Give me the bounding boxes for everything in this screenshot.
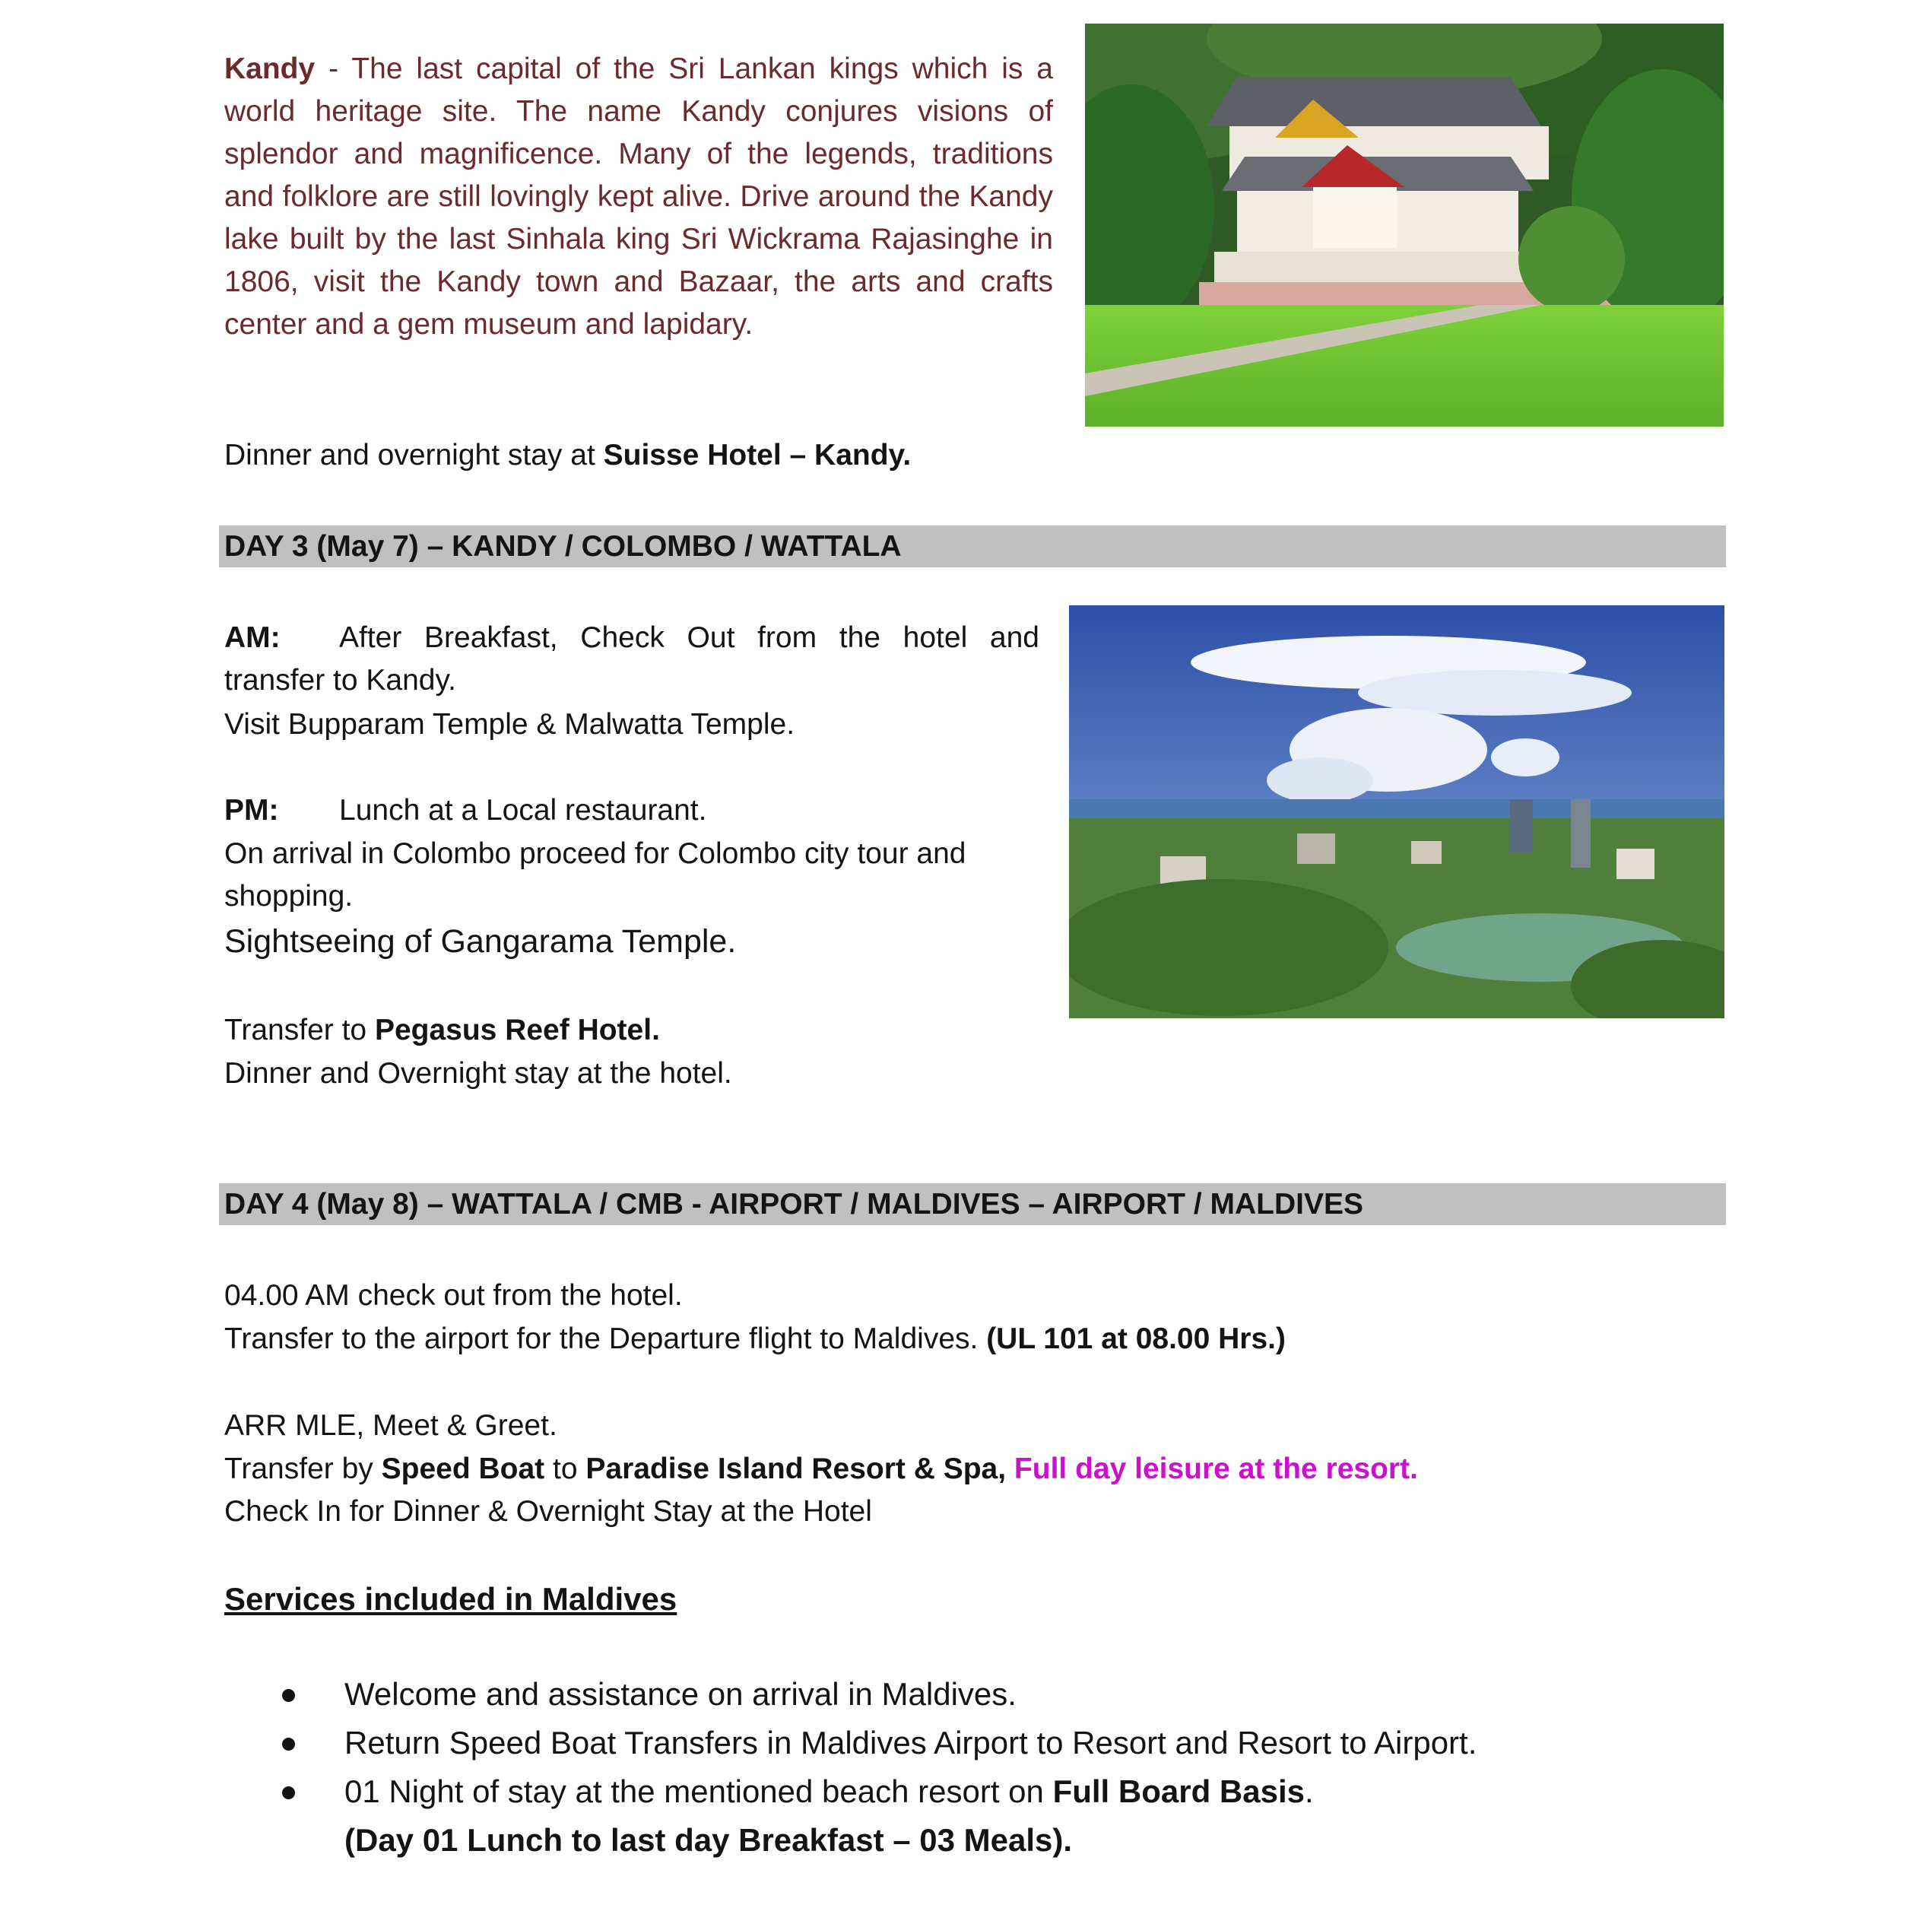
services-list (224, 1670, 1707, 1865)
boat-to: to (544, 1453, 586, 1485)
service-item-stay: 01 Night of stay at the mentioned beach resort on (344, 1773, 1053, 1809)
kandy-temple-photo (1085, 24, 1724, 427)
boat-type: Speed Boat (381, 1453, 545, 1485)
day3-am-visit: Visit Bupparam Temple & Malwatta Temple. (224, 708, 795, 741)
day3-am-paragraph (224, 617, 1039, 702)
bullet-icon (282, 1786, 295, 1799)
list-item (224, 1670, 1707, 1719)
kandy-dinner-line (224, 434, 911, 477)
kandy-dinner-prefix: Dinner and overnight stay at (224, 439, 604, 471)
day3-header: DAY 3 (May 7) – KANDY / COLOMBO / WATTALA (219, 525, 1726, 567)
kandy-paragraph (224, 48, 1053, 346)
pm-text: Lunch at a Local restaurant. (339, 794, 707, 827)
resort-name: Paradise Island Resort & Spa, (585, 1453, 1007, 1485)
am-label: AM: (224, 621, 281, 654)
service-item-welcome: Welcome and assistance on arrival in Maldives. (344, 1676, 1017, 1712)
list-item (224, 1719, 1707, 1767)
temple-image (1085, 24, 1724, 427)
day4-arrival: ARR MLE, Meet & Greet. (224, 1409, 557, 1442)
am-text: After Breakfast, Check Out from the hotel and transfer to Kandy. (224, 621, 1039, 697)
bullet-icon (282, 1738, 295, 1751)
service-item-stay-end: . (1304, 1773, 1314, 1809)
list-item (224, 1767, 1707, 1865)
day4-transfer-prefix: Transfer to the airport for the Departure flight to Maldives. (224, 1322, 987, 1355)
day3-dinner: Dinner and Overnight stay at the hotel. (224, 1057, 732, 1090)
kandy-title: Kandy (224, 52, 316, 85)
day4-header: DAY 4 (May 8) – WATTALA / CMB - AIRPORT / MALDIVES – AIRPORT / MALDIVES (219, 1183, 1726, 1225)
day3-pm-arrival: On arrival in Colombo proceed for Colombo city tour and shopping. (224, 837, 966, 913)
day4-boat-line (224, 1448, 1418, 1491)
day3-transfer-line (224, 1009, 660, 1052)
boat-prefix: Transfer by (224, 1453, 382, 1485)
day4-flight: (UL 101 at 08.00 Hrs.) (986, 1322, 1286, 1355)
service-item-transfers: Return Speed Boat Transfers in Maldives Airport to Resort and Resort to Airport. (344, 1725, 1477, 1760)
day3-transfer-prefix: Transfer to (224, 1014, 375, 1046)
day3-sightseeing: Sightseeing of Gangarama Temple. (224, 923, 737, 960)
pm-label: PM: (224, 794, 279, 827)
full-board-basis: Full Board Basis (1052, 1773, 1305, 1809)
day4-transfer-line (224, 1318, 1286, 1360)
leisure-note: Full day leisure at the resort. (1014, 1453, 1418, 1485)
kandy-hotel-name: Suisse Hotel – Kandy. (603, 439, 912, 471)
day4-checkin: Check In for Dinner & Overnight Stay at the Hotel (224, 1495, 872, 1528)
day3-hotel-name: Pegasus Reef Hotel. (374, 1014, 660, 1046)
day3-pm-line (224, 789, 1045, 832)
kandy-description: - The last capital of the Sri Lankan kings which is a world heritage site. The name Kandy conjures visions of splendor and magnificence. Many of the legends, traditions and folklore are still lovingly kept alive. Drive around the Kandy lake built by the last Sinhala king Sri Wickrama Rajasinghe in 1806, visit the Kandy town and Bazaar, the arts and crafts center and a gem museum and lapidary. (224, 52, 1053, 341)
colombo-city-photo (1069, 605, 1724, 1018)
services-heading: Services included in Maldives (224, 1581, 677, 1617)
meals-note: (Day 01 Lunch to last day Breakfast – 03 Meals). (344, 1822, 1073, 1858)
bullet-icon (282, 1689, 295, 1702)
day4-checkout: 04.00 AM check out from the hotel. (224, 1279, 683, 1312)
colombo-image (1069, 605, 1724, 1018)
